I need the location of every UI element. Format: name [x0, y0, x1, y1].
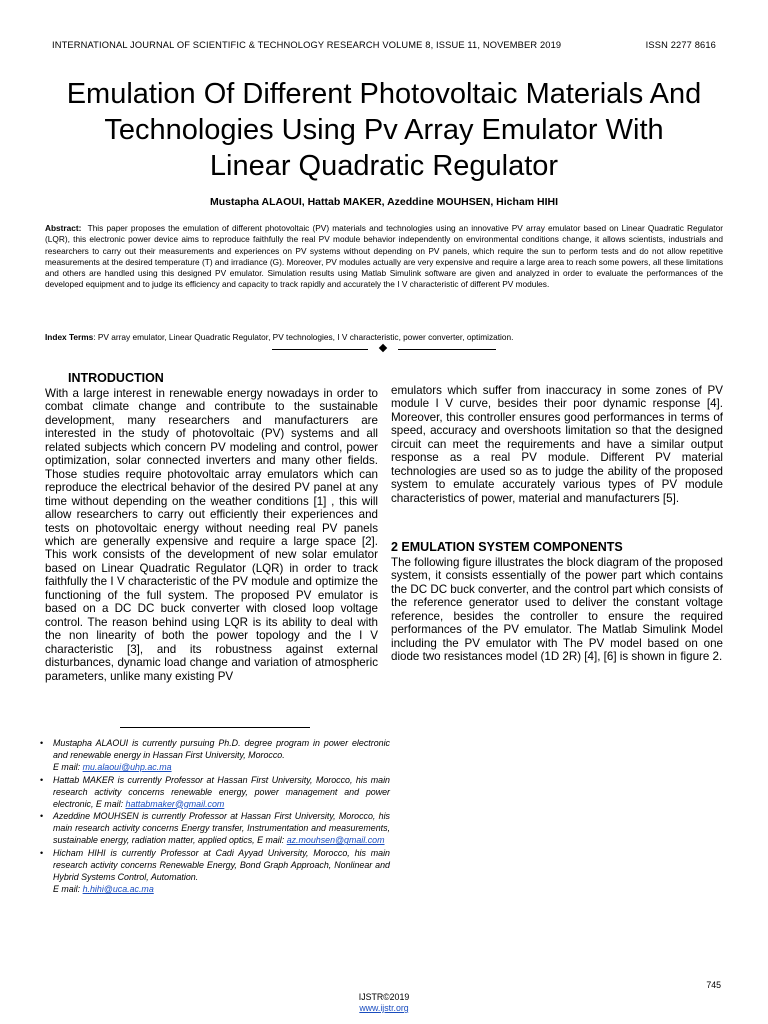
section-2-text: The following figure illustrates the block diagram of the proposed system, it consists essentially of the power part which contains the DC DC buck converter, and the control part which consists of the reference generator used to deliver the constant voltage reference, besides the controller to ensure the required performances of the PV emulator. The Matlab Simulink Model including the PV emulator with The PV model based on one diode two resistances model (1D 2R) [4], [6] is shown in figure 2. — [391, 556, 723, 664]
footer-url-link[interactable]: www.ijstr.org — [359, 1003, 409, 1013]
footnote-email-label: E mail: — [53, 761, 81, 772]
footnote — [40, 738, 390, 774]
footnote-text: Azeddine MOUHSEN is currently Professor at Hassan First University, Morocco, his main research activity concerns Energy transfer, Instrumentation and measurements, sustainable energy, radiation matter, applied optics, — [53, 811, 390, 846]
title-line: Technologies Using Pv Array Emulator With — [104, 114, 664, 146]
footnote — [40, 811, 390, 847]
footnote — [40, 775, 390, 811]
bullet-icon: • — [40, 774, 44, 785]
footnote-email-label: E mail: — [257, 835, 285, 846]
title-line: Linear Quadratic Regulator — [209, 150, 559, 182]
bullet-icon: • — [40, 848, 44, 859]
section-separator — [272, 343, 496, 357]
footnote-text: Hattab MAKER is currently Professor at Hassan First University, Morocco, his main research activity concerns renewable energy, power management and power electronic, — [53, 774, 390, 809]
index-terms-label: Index Terms — [45, 332, 94, 342]
footnote — [40, 848, 390, 896]
footnote-text: Mustapha ALAOUI is currently pursuing Ph.D. degree program in power electronic and renewable energy in Hassan First University, Morocco. — [53, 738, 390, 760]
footnote-rule — [120, 727, 310, 728]
abstract-label: Abstract — [45, 223, 79, 233]
footnote-email-label: E mail: — [95, 798, 124, 809]
author-list: Mustapha ALAOUI, Hattab MAKER, Azeddine MOUHSEN, Hicham HIHI — [209, 196, 559, 208]
introduction-text: With a large interest in renewable energy nowadays in order to combat climate change and contribute to the sustainable development, many researchers and manufacturers are interested in the study of photovoltaic (PV) systems and all related subjects which concern PV modeling and control, power optimization, solar connected inverters and many other fields. Those studies require photovoltaic array emulators which can reproduce the electrical behavior of the desired PV panel at any time without depending on the weather conditions [1] , this will allow researchers to carry out efficiently their experiences and tests on photovoltaic energy without needing real PV panels which are generally expensive and require a large space [2]. This work consists of the development of new solar emulator based on Linear Quadratic Regulator (LQR) in order to track faithfully the I V characteristic of the PV module and optimize the functioning of the full system. The proposed PV emulator is based on a DC DC buck converter with closed loop voltage control. The reason behind using LQR is its ability to deal with the non linearity of both the power topology and the I V characteristic [3], and its robustness against external disturbances, dynamic load change and variation of atmospheric parameters, unlike many existing PV — [45, 387, 378, 683]
journal-header: INTERNATIONAL JOURNAL OF SCIENTIFIC & TECHNOLOGY RESEARCH VOLUME 8, ISSUE 11, NOVEMBER 2019 — [52, 40, 562, 50]
email-link[interactable]: hattabmaker@gmail.com — [125, 798, 225, 809]
issn: ISSN 2277 8616 — [645, 40, 716, 50]
email-link[interactable]: mu.alaoui@uhp.ac.ma — [82, 761, 172, 772]
email-link[interactable]: h.hihi@uca.ac.ma — [82, 883, 154, 894]
section-2-heading: 2 EMULATION SYSTEM COMPONENTS — [391, 540, 623, 554]
author-footnotes — [40, 738, 390, 897]
email-link[interactable]: az.mouhsen@gmail.com — [286, 835, 385, 846]
footnote-email-label: E mail: — [53, 883, 81, 894]
paper-title — [20, 76, 748, 184]
footer-copyright: IJSTR©2019 — [358, 992, 410, 1002]
introduction-continued: emulators which suffer from inaccuracy in some zones of PV module I V curve, besides their poor dynamic response [4]. Moreover, this controller ensures good performances in terms of speed, accuracy and overshoots limitation so that the designed circuit can meet the requirements and have a similar output response as a real PV module. Different PV material technologies are used so as to judge the ability of the proposed system to emulate accurately various types of PV module characteristics of power, material and manufacturers [5]. — [391, 384, 723, 505]
title-line: Emulation Of Different Photovoltaic Materials And — [66, 78, 702, 110]
abstract-text: This paper proposes the emulation of different photovoltaic (PV) materials and technologies using an innovative PV array emulator based on Linear Quadratic Regulator (LQR), this electronic power device aims to reproduce faithfully the real PV module behavior independently on environmental conditions change, it allows scientists, industrials and researchers to carry out their measurements and experiences on PV systems without depending on PV panels, which require the sun to perform tests and do not allow repetitive measurements at the desired temperature (T) and irradiance (G). Moreover, PV modules actually are very expensive and require a large area to reach some powers, all these limitations and others are handled using this designed PV emulator. Simulation results using Matlab Simulink software are given and analyzed in order to evaluate the performances of the developed equipment and to judge its efficiency and capacity to track rapidly and accurately the I V characteristic of different PV modules. — [45, 223, 723, 290]
index-terms: Index Terms: PV array emulator, Linear Quadratic Regulator, PV technologies, I V characteristic, power converter, optimization. — [45, 332, 514, 342]
abstract: Abstract: This paper proposes the emulation of different photovoltaic (PV) materials and technologies using an innovative PV array emulator based on Linear Quadratic Regulator (LQR), this electronic power device aims to reproduce faithfully the real PV module behavior independently on environmental conditions change, it allows scientists, industrials and researchers to carry out their measurements and experiences on PV systems without depending on PV panels, which require the sun to perform tests and do not allow repetitive measurements at the desired temperature (T) and irradiance (G). Moreover, PV modules actually are very expensive and require a large area to reach some powers, all these limitations and others are handled using this designed PV emulator. Simulation results using Matlab Simulink software are given and analyzed in order to evaluate the performances of the developed equipment and to judge its efficiency and capacity to track rapidly and accurately the I V characteristic of different PV modules. — [45, 223, 723, 290]
footnote-text: Hicham HIHI is currently Professor at Cadi Ayyad University, Morocco, his main research activity concerns Renewable Energy, Bond Graph Approach, Nonlinear and Hybrid Systems Control, Automation. — [53, 848, 390, 882]
introduction-heading: INTRODUCTION — [68, 371, 164, 385]
bullet-icon: • — [40, 811, 44, 822]
index-terms-text: PV array emulator, Linear Quadratic Regulator, PV technologies, I V characteristic, power converter, optimization. — [97, 332, 514, 342]
separator-line — [272, 349, 368, 350]
page-number: 745 — [706, 980, 721, 990]
separator-line — [398, 349, 496, 350]
bullet-icon: • — [40, 738, 44, 748]
diamond-icon — [379, 344, 387, 352]
